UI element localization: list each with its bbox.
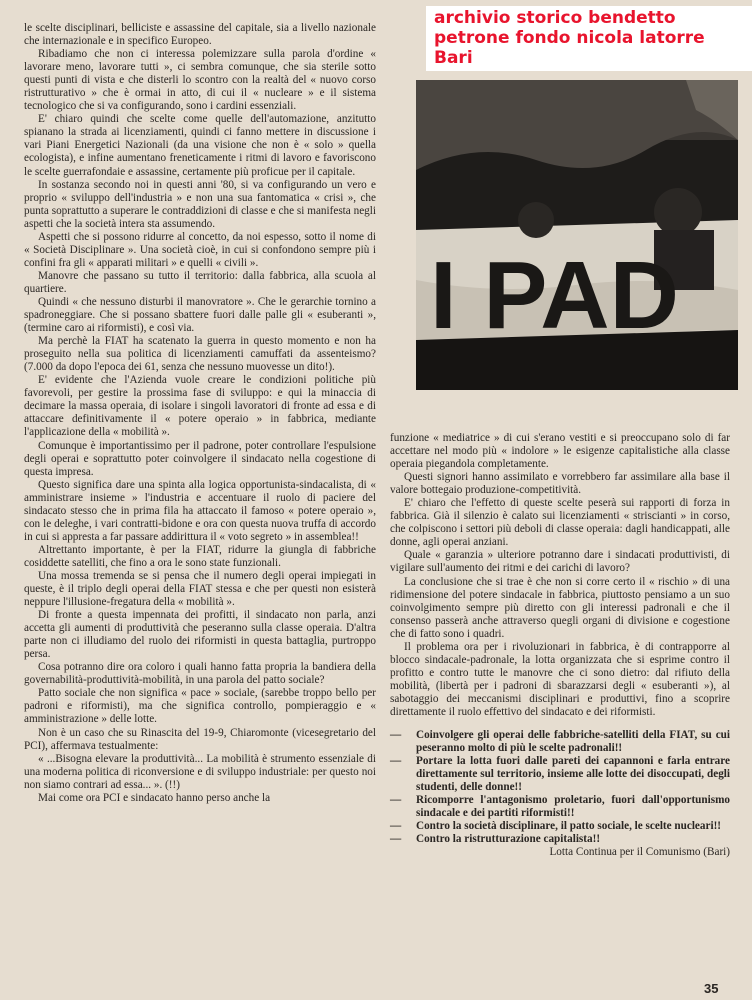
slogan-item bbox=[390, 820, 730, 833]
paragraph: funzione « mediatrice » di cui s'erano vestiti e si preoccupano solo di far accettare nel modo più « indolore » le esigenze capitalistiche alla classe operaia piegandola completamente. bbox=[390, 432, 730, 471]
paragraph: Patto sociale che non significa « pace » sociale, (sarebbe troppo bello per padroni e riformisti), ma che significa controllo, pompieraggio e « amministrazione » delle lotte. bbox=[24, 687, 376, 726]
paragraph: Una mossa tremenda se si pensa che il numero degli operai impiegati in queste, è il triplo degli operai della FIAT stessa e che per questi non esisterà neppure l'illusione-fregatura della « mobilità ». bbox=[24, 569, 376, 609]
paragraph: Ribadiamo che non ci interessa polemizzare sulla parola d'ordine « lavorare meno, lavorare tutti », ci sembra comunque, che sia sterile sotto questi punti di vista e che disterli lo scontro con la realtà del « nuovo corso ristrutturativo » che è ormai in atto, di cui il « nucleare » e il sistema tecnologico che si va configurando, sono i cardini essenziali. bbox=[24, 48, 376, 113]
dash: — bbox=[390, 820, 402, 833]
dash: — bbox=[390, 755, 402, 768]
paragraph: Di fronte a questa impennata dei profitti, il sindacato non parla, anzi accetta gli aumenti di produttività che peseranno sulla classe operaia. D'altra parte non ci illudiamo del ruolo dei riformisti in questa battaglia, purtroppo persa. bbox=[24, 609, 376, 661]
paragraph: « ...Bisogna elevare la produttività... La mobilità è strumento essenziale di una moderna politica di riconversione e di sviluppo industriale: per questo noi non siamo contrari ad essa... ». (!!) bbox=[24, 752, 376, 791]
slogan-item bbox=[390, 729, 730, 755]
paragraph: Non è un caso che su Rinascita del 19-9, Chiaromonte (vicesegretario del PCI), affermava testualmente: bbox=[24, 726, 376, 752]
right-text-column bbox=[390, 432, 730, 860]
paragraph: Il problema ora per i rivoluzionari in fabbrica, è di contrapporre al blocco sindacale-padronale, la lotta organizzata che si esprime contro il profitto e contro tutte le manovre che ci sono dietro: dal rifiuto della mobilità, (libertà per i padroni di sbarazzarsi degli « esuberanti »), al sabotaggio dei meccanismi disciplinari e produttivi, fino a scoprire direttamente il ruolo effettivo del sindacato e dei riformisti. bbox=[390, 640, 730, 718]
paragraph: Quale « garanzia » ulteriore potranno dare i sindacati produttivisti, di vigilare sull'aumento dei ritmi e dei carichi di lavoro? bbox=[390, 549, 730, 575]
paragraph: Questo significa dare una spinta alla logica opportunista-sindacalista, di « amministrare insieme » l'industria e accentuare il ruolo di paciere del sindacato stesso che in prima fila ha attaccato il famoso « potere operaio », con le deleghe, i vari contratti-bidone e ora con questa nuova truffa di accordo in cui si appresta a far passare addirittura il « voto segreto » in assemblea!! bbox=[24, 478, 376, 543]
slogan-item bbox=[390, 833, 730, 846]
paragraph: Mai come ora PCI e sindacato hanno perso anche la bbox=[38, 791, 271, 804]
paragraph: E' chiaro che l'effetto di queste scelte peserà sui rapporti di forza in fabbrica. Già il silenzio è calato sui licenziamenti « striscianti » in corso, che colpiscono i settori più deboli di classe operaia: dagli handicappati, alle donne, agli operai anziani. bbox=[390, 497, 730, 549]
paragraph: Questi signori hanno assimilato e vorrebbero far assimilare alla base il valore bottegaio produzione-competitività. bbox=[390, 471, 730, 497]
dash: — bbox=[390, 833, 402, 846]
banner-text: I PAD bbox=[430, 242, 679, 349]
archive-stamp-line: archivio storico bendetto bbox=[434, 8, 676, 28]
paragraph: Cosa potranno dire ora coloro i quali hanno fatta propria la bandiera della governabilità-produttività-mobilità, in una parola del patto sociale? bbox=[24, 661, 376, 687]
archive-stamp-line: petrone fondo nicola latorre bbox=[434, 28, 705, 48]
paragraph: E' chiaro quindi che scelte come quelle dell'automazione, anzitutto spianano la strada ai licenziamenti, quindi ci fanno mettere in discussione i vari Piani Energetici Nazionali (da una visione che non è « solo » quella ecologista), e infine aumentano freneticamente i ritmi di lavoro e favoriscono le scelte guerrafondaie e assassine, certamente più proficue per il capitale. bbox=[24, 113, 376, 178]
page-number: 35 bbox=[704, 981, 719, 996]
archive-stamp bbox=[426, 6, 752, 71]
paragraph: Ma perchè la FIAT ha scatenato la guerra in questo momento e non ha proseguito nella sua politica di licenziamenti camuffati da assenteismo? (7.000 da dopo l'epoca dei 61, senza che nessuno muovesse un dito!). bbox=[24, 335, 376, 374]
dash: — bbox=[390, 794, 402, 807]
slogan-item bbox=[390, 794, 730, 820]
slogan-text: Ricomporre l'antagonismo proletario, fuori dall'opportunismo sindacale e dei partiti riformisti!! bbox=[416, 794, 730, 820]
protest-photo bbox=[416, 80, 738, 390]
paragraph: E' evidente che l'Azienda vuole creare le condizioni politiche più favorevoli, per gestire la prossima fase di sviluppo: e qui la minaccia di decimare la massa operaia, di isolare i singoli lavoratori di fronte ad essa e di attaccare definitivamente il « potere operaio » in fabbrica, mediante l'applicazione della « mobilità ». bbox=[24, 374, 376, 439]
paragraph: le scelte disciplinari, belliciste e assassine del capitale, sia a livello nazionale che internazionale e in specifico Europeo. bbox=[24, 22, 376, 48]
left-text-column bbox=[24, 22, 376, 805]
paragraph: Manovre che passano su tutto il territorio: dalla fabbrica, alla scuola al quartiere. bbox=[24, 269, 376, 295]
slogan-text: Coinvolgere gli operai delle fabbriche-satelliti della FIAT, su cui peseranno molto di più le scelte padronali!! bbox=[416, 729, 730, 755]
paragraph: Aspetti che si possono ridurre al concetto, da noi espesso, sotto il nome di « Società Disciplinare ». Una società cioè, in cui si confondono sempre più i confini fra gli « apparati militari » e quelli « civili ». bbox=[24, 230, 376, 269]
signature: Lotta Continua per il Comunismo (Bari) bbox=[549, 846, 730, 859]
paragraph: Quindi « che nessuno disturbi il manovratore ». Che le gerarchie tornino a spadroneggiare. Che si possano sbattere fuori dalle palle gli « esuberanti », (termine caro ai riformisti), e così via. bbox=[24, 295, 376, 335]
slogan-list bbox=[390, 729, 730, 846]
slogan-text: Portare la lotta fuori dalle pareti dei capannoni e farla entrare direttamente sul territorio, insieme alle lotte dei disoccupati, degli studenti, delle donne!! bbox=[416, 755, 730, 794]
paragraph: La conclusione che si trae è che non si corre certo il « rischio » di una ridimensione del potere sindacale in fabbrica, piuttosto pensiamo a un suo coinvolgimento sempre più diretto con gli interessi padronali e che il consenso passerà anche attraverso quegli organi di divisione e cogestione che di fatto sono i quadri. bbox=[390, 575, 730, 640]
archive-stamp-line: Bari bbox=[434, 48, 473, 68]
paragraph: In sostanza secondo noi in questi anni '80, si va configurando un vero e proprio « sviluppo dell'industria » e non una sua fantomatica « crisi », che punta soprattutto a superare le contraddizioni di classe e che si manifesta negli aspetti che la società intera sta assumendo. bbox=[24, 178, 376, 230]
photo-illustration bbox=[416, 80, 738, 390]
dash: — bbox=[390, 729, 402, 742]
slogan-text: Contro la ristrutturazione capitalista!! bbox=[416, 833, 601, 846]
slogan-item bbox=[390, 755, 730, 794]
paragraph: Altrettanto importante, è per la FIAT, ridurre la giungla di fabbriche cosiddette satelliti, che fino a ora le sono state funzionali. bbox=[24, 543, 376, 569]
paragraph: Comunque è importantissimo per il padrone, poter controllare l'espulsione degli operai e soprattutto poter coinvolgere il sindacato nella cogestione di questa impresa. bbox=[24, 439, 376, 478]
slogan-text: Contro la società disciplinare, il patto sociale, le scelte nucleari!! bbox=[416, 820, 722, 833]
